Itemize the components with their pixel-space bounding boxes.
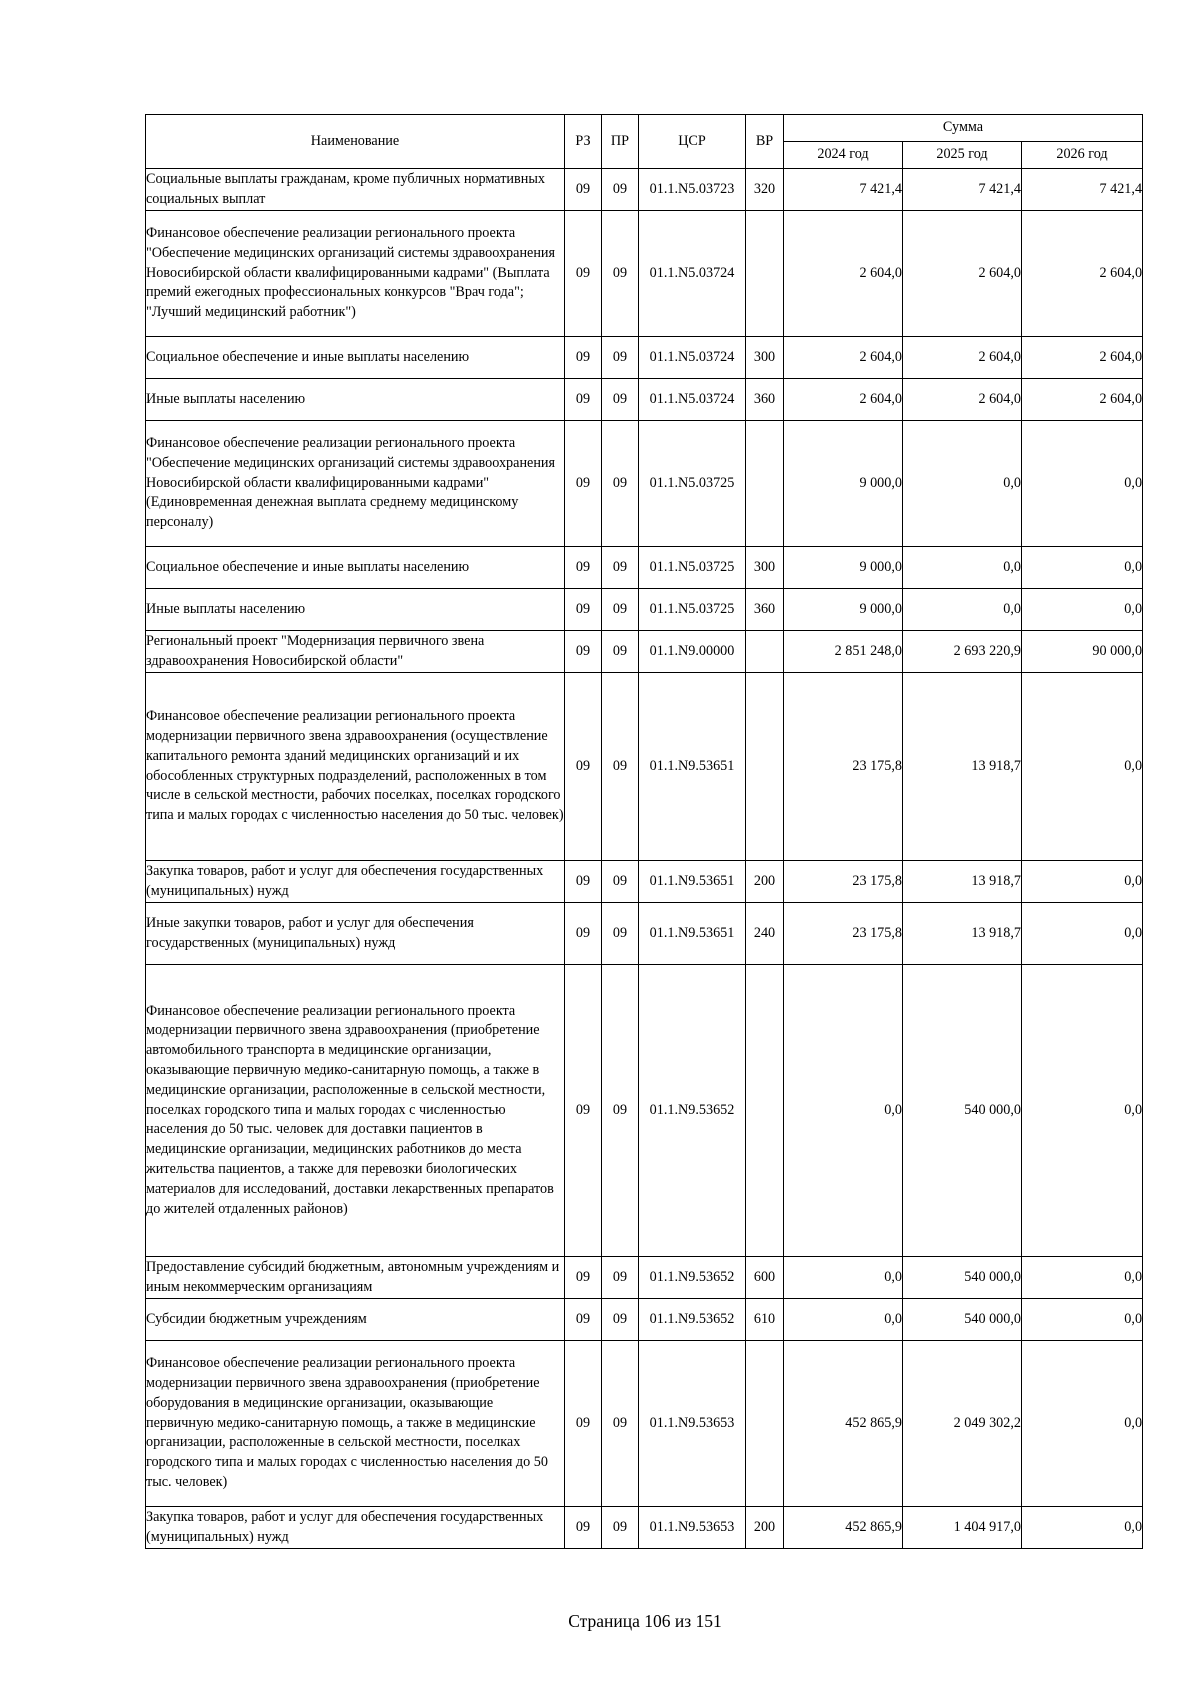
cell-vr (746, 1341, 784, 1507)
budget-table (145, 114, 1143, 1549)
cell-rz: 09 (565, 1257, 602, 1299)
cell-pr: 09 (602, 631, 639, 673)
header-csr: ЦСР (639, 115, 746, 169)
cell-rz: 09 (565, 169, 602, 211)
cell-sum-2026: 0,0 (1022, 421, 1143, 547)
cell-name: Региональный проект "Модернизация первичного звена здравоохранения Новосибирской области" (146, 631, 565, 673)
cell-sum-2024: 23 175,8 (784, 861, 903, 903)
cell-sum-2025: 540 000,0 (903, 1299, 1022, 1341)
cell-csr: 01.1.N9.53651 (639, 861, 746, 903)
cell-csr: 01.1.N5.03724 (639, 337, 746, 379)
cell-sum-2024: 452 865,9 (784, 1507, 903, 1549)
cell-sum-2024: 0,0 (784, 1299, 903, 1341)
cell-sum-2026: 2 604,0 (1022, 211, 1143, 337)
cell-sum-2026: 2 604,0 (1022, 379, 1143, 421)
cell-sum-2025: 13 918,7 (903, 861, 1022, 903)
cell-vr (746, 211, 784, 337)
header-vr: ВР (746, 115, 784, 169)
cell-sum-2024: 2 604,0 (784, 211, 903, 337)
cell-name: Иные закупки товаров, работ и услуг для обеспечения государственных (муниципальных) нужд (146, 903, 565, 965)
cell-sum-2024: 0,0 (784, 965, 903, 1257)
cell-sum-2024: 9 000,0 (784, 547, 903, 589)
cell-rz: 09 (565, 421, 602, 547)
cell-sum-2026: 0,0 (1022, 861, 1143, 903)
cell-sum-2026: 0,0 (1022, 1341, 1143, 1507)
table-row (146, 673, 1143, 861)
table-row (146, 169, 1143, 211)
cell-name: Иные выплаты населению (146, 589, 565, 631)
cell-vr: 360 (746, 589, 784, 631)
cell-rz: 09 (565, 589, 602, 631)
cell-pr: 09 (602, 211, 639, 337)
cell-sum-2026: 0,0 (1022, 589, 1143, 631)
cell-sum-2025: 540 000,0 (903, 1257, 1022, 1299)
header-pr: ПР (602, 115, 639, 169)
cell-vr: 300 (746, 337, 784, 379)
cell-pr: 09 (602, 1507, 639, 1549)
cell-sum-2026: 0,0 (1022, 965, 1143, 1257)
cell-name: Предоставление субсидий бюджетным, автономным учреждениям и иным некоммерческим организациям (146, 1257, 565, 1299)
cell-sum-2026: 0,0 (1022, 1507, 1143, 1549)
table-row (146, 903, 1143, 965)
cell-sum-2025: 2 049 302,2 (903, 1341, 1022, 1507)
cell-name: Закупка товаров, работ и услуг для обеспечения государственных (муниципальных) нужд (146, 1507, 565, 1549)
cell-csr: 01.1.N9.00000 (639, 631, 746, 673)
cell-pr: 09 (602, 1299, 639, 1341)
cell-name: Финансовое обеспечение реализации регионального проекта модернизации первичного звена здравоохранения (приобретение автомобильного транспорта в медицинские организации, оказывающие первичную медико-санитарную помощь, а также в медицинские организации, расположенные в сельской местности, поселках городского типа и малых городах с численностью населения до 50 тыс. человек для доставки пациентов в медицинские организации, медицинских работников до места жительства пациентов, а также для перевозки биологических материалов для исследований, доставки лекарственных препаратов до жителей отдаленных районов) (146, 965, 565, 1257)
cell-csr: 01.1.N9.53651 (639, 673, 746, 861)
header-rz: РЗ (565, 115, 602, 169)
cell-csr: 01.1.N5.03724 (639, 211, 746, 337)
cell-sum-2024: 9 000,0 (784, 421, 903, 547)
cell-pr: 09 (602, 169, 639, 211)
cell-csr: 01.1.N5.03724 (639, 379, 746, 421)
cell-sum-2024: 9 000,0 (784, 589, 903, 631)
table-row (146, 337, 1143, 379)
cell-pr: 09 (602, 547, 639, 589)
table-row (146, 1257, 1143, 1299)
cell-sum-2026: 0,0 (1022, 1257, 1143, 1299)
table-body (146, 169, 1143, 1549)
header-year-2024: 2024 год (784, 142, 903, 169)
header-year-2025: 2025 год (903, 142, 1022, 169)
cell-sum-2026: 0,0 (1022, 547, 1143, 589)
cell-sum-2025: 0,0 (903, 589, 1022, 631)
cell-sum-2025: 7 421,4 (903, 169, 1022, 211)
cell-sum-2026: 2 604,0 (1022, 337, 1143, 379)
cell-csr: 01.1.N9.53652 (639, 1257, 746, 1299)
cell-sum-2026: 0,0 (1022, 1299, 1143, 1341)
cell-rz: 09 (565, 631, 602, 673)
cell-name: Социальные выплаты гражданам, кроме публичных нормативных социальных выплат (146, 169, 565, 211)
header-year-2026: 2026 год (1022, 142, 1143, 169)
cell-rz: 09 (565, 211, 602, 337)
table-row (146, 379, 1143, 421)
cell-sum-2026: 0,0 (1022, 673, 1143, 861)
cell-pr: 09 (602, 421, 639, 547)
cell-rz: 09 (565, 337, 602, 379)
cell-rz: 09 (565, 965, 602, 1257)
cell-rz: 09 (565, 1507, 602, 1549)
cell-pr: 09 (602, 673, 639, 861)
cell-name: Социальное обеспечение и иные выплаты населению (146, 337, 565, 379)
table-row (146, 1341, 1143, 1507)
cell-csr: 01.1.N9.53653 (639, 1507, 746, 1549)
header-name: Наименование (146, 115, 565, 169)
header-sum: Сумма (784, 115, 1143, 142)
cell-pr: 09 (602, 965, 639, 1257)
cell-sum-2026: 90 000,0 (1022, 631, 1143, 673)
cell-sum-2024: 23 175,8 (784, 673, 903, 861)
table-row (146, 589, 1143, 631)
cell-sum-2025: 13 918,7 (903, 673, 1022, 861)
cell-rz: 09 (565, 379, 602, 421)
cell-vr (746, 421, 784, 547)
page-number: Страница 106 из 151 (568, 1611, 722, 1631)
cell-sum-2025: 2 604,0 (903, 211, 1022, 337)
cell-rz: 09 (565, 903, 602, 965)
table-row (146, 631, 1143, 673)
cell-sum-2024: 0,0 (784, 1257, 903, 1299)
cell-vr: 600 (746, 1257, 784, 1299)
cell-sum-2024: 2 604,0 (784, 337, 903, 379)
cell-rz: 09 (565, 861, 602, 903)
cell-sum-2025: 2 604,0 (903, 337, 1022, 379)
cell-sum-2024: 452 865,9 (784, 1341, 903, 1507)
cell-name: Социальное обеспечение и иные выплаты населению (146, 547, 565, 589)
cell-vr: 200 (746, 1507, 784, 1549)
table-row (146, 421, 1143, 547)
cell-rz: 09 (565, 1341, 602, 1507)
cell-vr: 610 (746, 1299, 784, 1341)
cell-csr: 01.1.N9.53651 (639, 903, 746, 965)
cell-rz: 09 (565, 673, 602, 861)
cell-sum-2025: 540 000,0 (903, 965, 1022, 1257)
cell-rz: 09 (565, 1299, 602, 1341)
cell-csr: 01.1.N5.03725 (639, 589, 746, 631)
cell-csr: 01.1.N9.53652 (639, 965, 746, 1257)
cell-sum-2026: 0,0 (1022, 903, 1143, 965)
cell-pr: 09 (602, 1257, 639, 1299)
cell-name: Финансовое обеспечение реализации регионального проекта "Обеспечение медицинских организаций системы здравоохранения Новосибирской области квалифицированными кадрами" (Единовременная денежная выплата среднему медицинскому персоналу) (146, 421, 565, 547)
cell-pr: 09 (602, 1341, 639, 1507)
table-row (146, 965, 1143, 1257)
cell-pr: 09 (602, 903, 639, 965)
cell-pr: 09 (602, 589, 639, 631)
cell-pr: 09 (602, 861, 639, 903)
cell-sum-2024: 23 175,8 (784, 903, 903, 965)
cell-sum-2025: 2 604,0 (903, 379, 1022, 421)
cell-name: Закупка товаров, работ и услуг для обеспечения государственных (муниципальных) нужд (146, 861, 565, 903)
cell-sum-2025: 13 918,7 (903, 903, 1022, 965)
cell-vr: 300 (746, 547, 784, 589)
table-row (146, 1507, 1143, 1549)
cell-sum-2026: 7 421,4 (1022, 169, 1143, 211)
cell-sum-2025: 0,0 (903, 547, 1022, 589)
cell-pr: 09 (602, 379, 639, 421)
cell-vr: 360 (746, 379, 784, 421)
cell-csr: 01.1.N5.03723 (639, 169, 746, 211)
cell-name: Финансовое обеспечение реализации регионального проекта модернизации первичного звена здравоохранения (приобретение оборудования в медицинские организации, оказывающие первичную медико-санитарную помощь, а также в медицинские организации, расположенные в сельской местности, поселках городского типа и малых городах с численностью населения до 50 тыс. человек) (146, 1341, 565, 1507)
cell-name: Иные выплаты населению (146, 379, 565, 421)
table-row (146, 547, 1143, 589)
cell-name: Финансовое обеспечение реализации регионального проекта модернизации первичного звена здравоохранения (осуществление капитального ремонта зданий медицинских организаций и их обособленных структурных подразделений, расположенных в том числе в сельской местности, рабочих поселках, поселках городского типа и малых городах с численностью населения до 50 тыс. человек) (146, 673, 565, 861)
cell-csr: 01.1.N5.03725 (639, 421, 746, 547)
table-row (146, 211, 1143, 337)
cell-vr: 200 (746, 861, 784, 903)
cell-sum-2025: 1 404 917,0 (903, 1507, 1022, 1549)
cell-rz: 09 (565, 547, 602, 589)
cell-name: Финансовое обеспечение реализации регионального проекта "Обеспечение медицинских организаций системы здравоохранения Новосибирской области квалифицированными кадрами" (Выплата премий ежегодных профессиональных конкурсов "Врач года"; "Лучший медицинский работник") (146, 211, 565, 337)
cell-vr (746, 673, 784, 861)
table-row (146, 1299, 1143, 1341)
cell-vr (746, 965, 784, 1257)
cell-sum-2025: 2 693 220,9 (903, 631, 1022, 673)
cell-name: Субсидии бюджетным учреждениям (146, 1299, 565, 1341)
cell-csr: 01.1.N5.03725 (639, 547, 746, 589)
cell-sum-2025: 0,0 (903, 421, 1022, 547)
table-row (146, 861, 1143, 903)
cell-sum-2024: 2 851 248,0 (784, 631, 903, 673)
cell-pr: 09 (602, 337, 639, 379)
cell-sum-2024: 2 604,0 (784, 379, 903, 421)
cell-vr: 320 (746, 169, 784, 211)
cell-vr: 240 (746, 903, 784, 965)
cell-csr: 01.1.N9.53653 (639, 1341, 746, 1507)
cell-csr: 01.1.N9.53652 (639, 1299, 746, 1341)
cell-sum-2024: 7 421,4 (784, 169, 903, 211)
cell-vr (746, 631, 784, 673)
